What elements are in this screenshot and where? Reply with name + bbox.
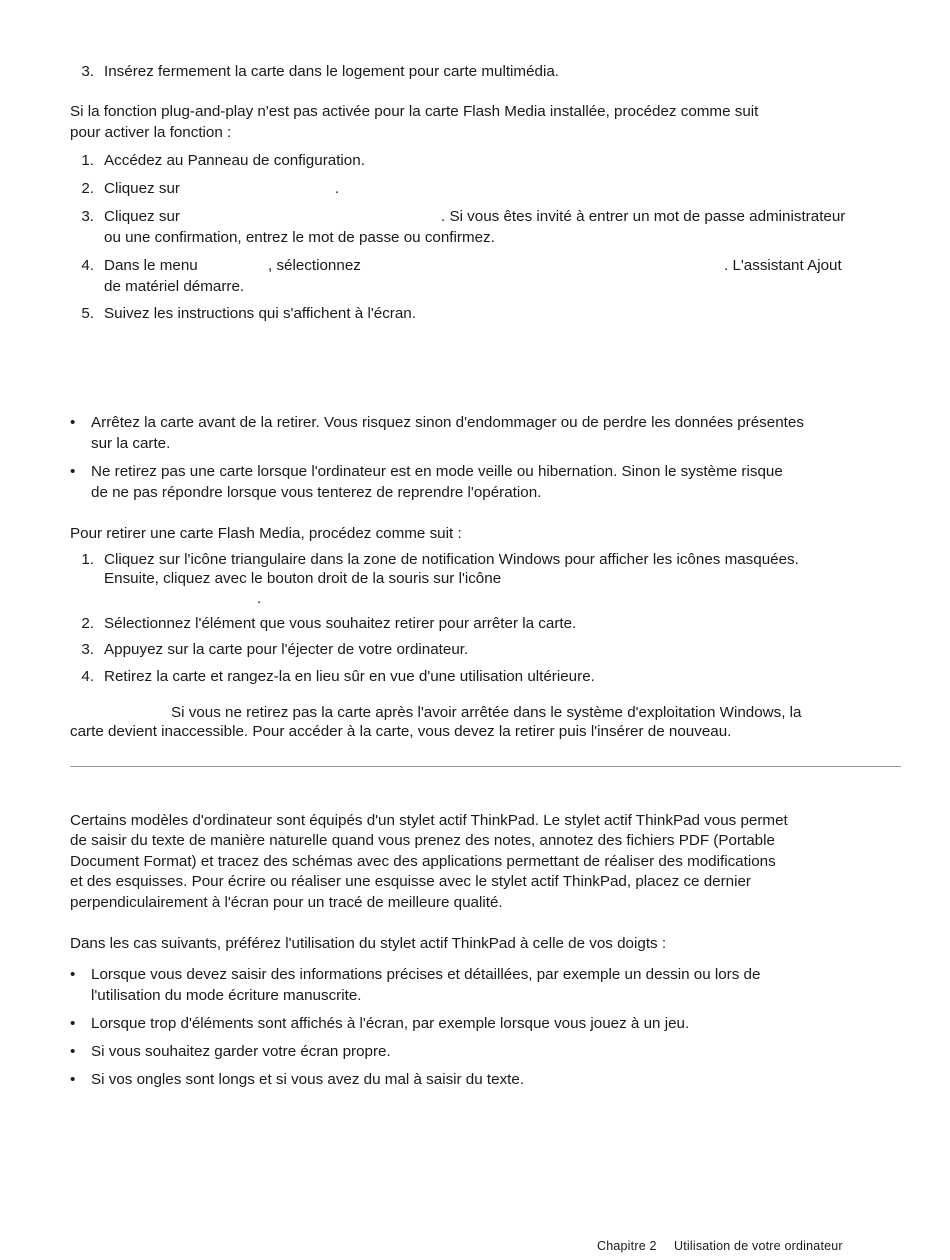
paragraph-line: Document Format) et tracez des schémas avec des applications permettant de réaliser des modifications <box>70 853 776 870</box>
list-item-text: Retirez la carte et rangez-la en lieu sûr en vue d'une utilisation ultérieure. <box>104 668 595 685</box>
bullet-text: Si vos ongles sont longs et si vous avez du mal à saisir du texte. <box>91 1071 525 1088</box>
bullet-text: Lorsque vous devez saisir des informations précises et détaillées, par exemple un dessin ou lors de <box>91 966 761 983</box>
paragraph-line: Pour retirer une carte Flash Media, procédez comme suit : <box>70 525 462 542</box>
list-item-text: de matériel démarre. <box>104 278 245 295</box>
list-item-text: Ensuite, cliquez avec le bouton droit de la souris sur l'icône <box>104 570 502 587</box>
paragraph-line: Certains modèles d'ordinateur sont équipés d'un stylet actif ThinkPad. Le stylet actif ThinkPad vous permet <box>70 812 788 829</box>
bullet-mark: • <box>70 1015 76 1032</box>
list-number: 4. <box>81 668 94 685</box>
bullet-mark: • <box>70 1071 76 1088</box>
list-item-text: Cliquez sur <box>104 180 180 197</box>
bullet-mark: • <box>70 463 76 480</box>
list-item-text: . <box>257 590 262 607</box>
list-item-text: Cliquez sur <box>104 208 180 225</box>
list-number: 3. <box>81 641 94 658</box>
bullet-mark: • <box>70 414 76 431</box>
paragraph-line: pour activer la fonction : <box>70 124 232 141</box>
bullet-text: de ne pas répondre lorsque vous tenterez de reprendre l'opération. <box>91 484 542 501</box>
list-number: 1. <box>81 551 94 568</box>
list-item-text: Insérez fermement la carte dans le logement pour carte multimédia. <box>104 63 559 80</box>
list-number: 1. <box>81 152 94 169</box>
paragraph-line: Si la fonction plug-and-play n'est pas activée pour la carte Flash Media installée, procédez comme suit <box>70 103 759 120</box>
list-number: 3. <box>81 63 94 80</box>
paragraph-line: et des esquisses. Pour écrire ou réaliser une esquisse avec le stylet actif ThinkPad, placez ce dernier <box>70 873 751 890</box>
paragraph-line: Dans les cas suivants, préférez l'utilisation du stylet actif ThinkPad à celle de vos doigts : <box>70 935 667 952</box>
paragraph-line: perpendiculairement à l'écran pour un tracé de meilleure qualité. <box>70 894 503 911</box>
list-item-text: . <box>335 180 340 197</box>
bullet-text: Arrêtez la carte avant de la retirer. Vous risquez sinon d'endommager ou de perdre les données présentes <box>91 414 804 431</box>
section-divider <box>70 766 901 767</box>
note-text: carte devient inaccessible. Pour accéder à la carte, vous devez la retirer puis l'insérer de nouveau. <box>70 723 732 740</box>
list-item-text: Accédez au Panneau de configuration. <box>104 152 365 169</box>
list-item-text: ou une confirmation, entrez le mot de passe ou confirmez. <box>104 229 495 246</box>
list-item-text: Appuyez sur la carte pour l'éjecter de votre ordinateur. <box>104 641 469 658</box>
list-number: 5. <box>81 305 94 322</box>
list-number: 4. <box>81 257 94 274</box>
list-item-text: . L'assistant Ajout <box>724 257 842 274</box>
list-item-text: Suivez les instructions qui s'affichent à l'écran. <box>104 305 416 322</box>
footer-chapter: Chapitre 2 <box>597 1239 657 1253</box>
list-item-text: Cliquez sur l'icône triangulaire dans la zone de notification Windows pour afficher les icônes masquées. <box>104 551 799 568</box>
list-item-text: Sélectionnez l'élément que vous souhaitez retirer pour arrêter la carte. <box>104 615 577 632</box>
paragraph-line: de saisir du texte de manière naturelle quand vous prenez des notes, annotez des fichiers PDF (Portable <box>70 832 775 849</box>
bullet-text: l'utilisation du mode écriture manuscrite. <box>91 987 362 1004</box>
list-item-text: Dans le menu <box>104 257 198 274</box>
bullet-text: Ne retirez pas une carte lorsque l'ordinateur est en mode veille ou hibernation. Sinon le système risque <box>91 463 783 480</box>
list-number: 2. <box>81 180 94 197</box>
list-item-text: , sélectionnez <box>268 257 361 274</box>
note-text: Si vous ne retirez pas la carte après l'avoir arrêtée dans le système d'exploitation Windows, la <box>171 704 802 721</box>
list-number: 2. <box>81 615 94 632</box>
list-item-text: . Si vous êtes invité à entrer un mot de passe administrateur <box>441 208 846 225</box>
bullet-mark: • <box>70 966 76 983</box>
bullet-text: sur la carte. <box>91 435 171 452</box>
bullet-text: Lorsque trop d'éléments sont affichés à l'écran, par exemple lorsque vous jouez à un jeu. <box>91 1015 690 1032</box>
bullet-text: Si vous souhaitez garder votre écran propre. <box>91 1043 391 1060</box>
bullet-mark: • <box>70 1043 76 1060</box>
list-number: 3. <box>81 208 94 225</box>
footer-title: Utilisation de votre ordinateur <box>674 1239 843 1253</box>
